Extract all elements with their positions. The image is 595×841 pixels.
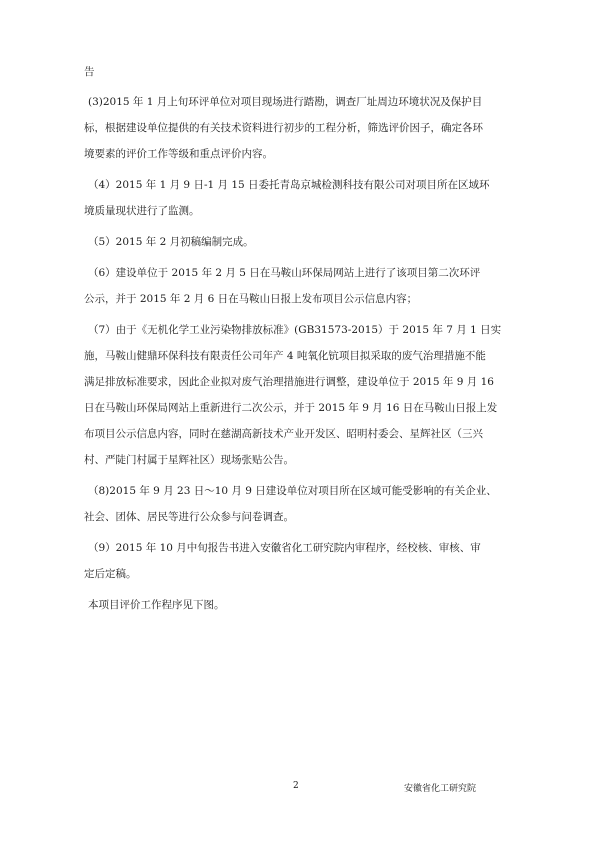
text-line: 社会、团体、居民等进行公众参与问卷调查。 xyxy=(84,511,294,523)
text-line: 境质量现状进行了监测。 xyxy=(84,205,200,217)
text-line: 布项目公示信息内容，同时在慈湖高新技术产业开发区、昭明村委会、星辉社区（三兴 xyxy=(84,428,483,440)
text-line: （9）2015 年 10 月中旬报告书进入安徽省化工研究院内审程序，经校核、审核、审 xyxy=(88,542,481,554)
text-line: （6）建设单位于 2015 年 2 月 5 日在马鞍山环保局网站上进行了该项目第二次环评 xyxy=(88,267,481,279)
text-line: （8)2015 年 9 月 23 日～10 月 9 日建设单位对项目所在区域可能受影响的有关企业、 xyxy=(88,485,497,497)
text-line: （7）由于《无机化学工业污染物排放标准》(GB31573-2015）于 2015 年 7 月 1 日实 xyxy=(88,324,502,336)
text-line: 标，根据建设单位提供的有关技术资料进行初步的工程分析，筛选评价因子，确定各环 xyxy=(84,122,483,134)
text-line: (3)2015 年 1 月上旬环评单位对项目现场进行踏勘，调查厂址周边环境状况及保护目 xyxy=(88,96,483,108)
text-line: 公示，并于 2015 年 2 月 6 日在马鞍山日报上发布项目公示信息内容； xyxy=(84,293,418,305)
text-line: 村、严陡门村属于星辉社区）现场张贴公告。 xyxy=(84,454,294,466)
text-line: 施，马鞍山健鼎环保科技有限责任公司年产 4 吨氧化钪项目拟采取的废气治理措施不能 xyxy=(84,350,486,362)
footer-institution: 安徽省化工研究院 xyxy=(404,784,477,794)
text-line: 日在马鞍山环保局网站上重新进行二次公示，并于 2015 年 9 月 16 日在马鞍山日报上发 xyxy=(84,402,498,414)
page-number: 2 xyxy=(293,781,299,791)
text-line: 定后定稿。 xyxy=(84,568,137,580)
text-line: 满足排放标准要求，因此企业拟对废气治理措施进行调整，建设单位于 2015 年 9 月 16 xyxy=(84,376,494,388)
text-line: （4）2015 年 1 月 9 日-1 月 15 日委托青岛京城检测科技有限公司对项目所在区域环 xyxy=(88,179,490,191)
text-line: 告 xyxy=(84,66,95,78)
text-line: （5）2015 年 2 月初稿编制完成。 xyxy=(88,236,254,248)
text-line: 本项目评价工作程序见下图。 xyxy=(88,599,225,611)
text-line: 境要素的评价工作等级和重点评价内容。 xyxy=(84,148,273,160)
